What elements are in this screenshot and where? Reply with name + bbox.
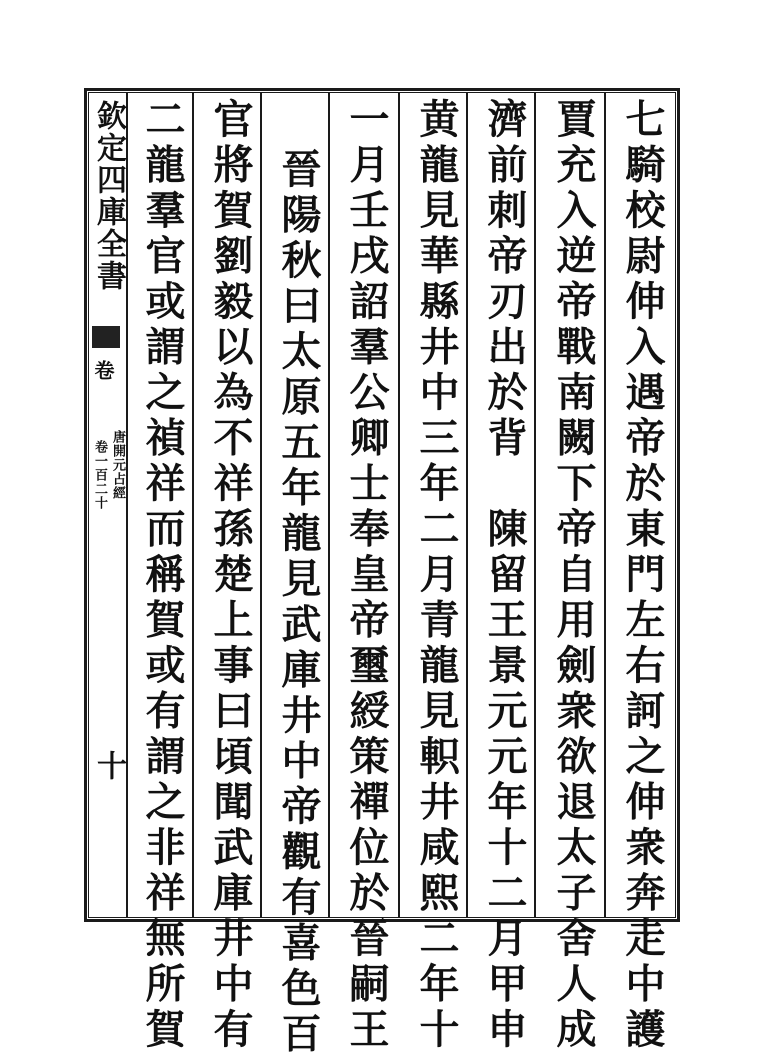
column-divider [534,92,536,918]
text-column-7: 官將賀劉毅以為不祥孫楚上事曰頃聞武庫井中有 [207,98,254,1054]
chapter-mark: 卷 [91,360,115,381]
column-divider [260,92,262,918]
text-column-3: 濟前刺帝刃出於背 陳留王景元元年十二月甲申 [481,98,528,1054]
text-column-2: 賈充入逆帝戰南闕下帝自用劍衆欲退太子舍人成 [550,98,597,1054]
text-column-4: 黄龍見華縣井中三年二月青龍見軹井咸熙二年十 [413,98,460,1054]
column-divider [466,92,468,918]
text-column-8: 二龍羣官或謂之禎祥而稱賀或有謂之非祥無所賀 [139,98,186,1054]
column-divider [604,92,606,918]
column-divider [328,92,330,918]
page-number: 十 [91,750,126,780]
margin-book-name: 唐開元占經 [110,430,125,500]
margin-volume: 卷一百二十 [92,440,107,510]
text-column-1: 七騎校尉伸入遇帝於東門左右訶之伸衆奔走中護 [619,98,666,1054]
text-column-6: 晉陽秋曰太原五年龍見武庫井中帝觀有喜色百 [275,148,322,1058]
chapter-mark-smudge [92,326,120,348]
margin-title: 欽定四庫全書 [91,100,126,292]
column-divider [398,92,400,918]
column-divider [192,92,194,918]
margin-divider [126,92,128,918]
text-column-5: 一月壬戌詔羣公卿士奉皇帝璽綬策禪位於晉嗣王 [343,98,390,1054]
